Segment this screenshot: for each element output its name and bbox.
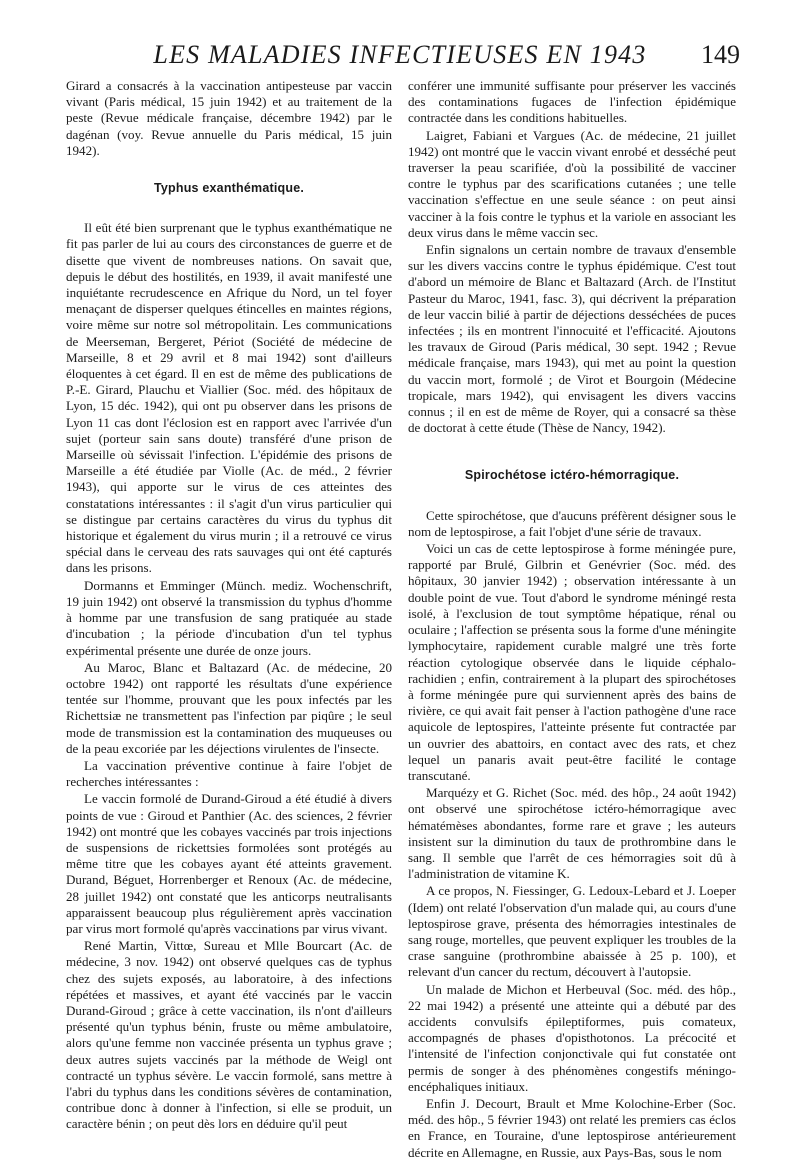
paragraph: La vaccination préventive continue à faire l'objet de recherches intéressantes : — [66, 757, 392, 790]
paragraph: Cette spirochétose, que d'aucuns préfèrent désigner sous le nom de leptospirose, a fait l'objet d'une série de travaux. — [408, 507, 736, 539]
paragraph: Le vaccin formolé de Durand-Giroud a été étudié à divers points de vue : Giroud et Panthier (Ac. des sciences, 2 février 1942) ont montré que les cobayes vaccinés par trois injections de suspensions de rickettsies formolées sont protégés au même titre que les cobayes ayant été atteints gravement. Durand, Béguet, Horrenberger et Renoux (Ac. de médecine, 28 juillet 1942) ont constaté que les anticorps neutralisants apparaissent beaucoup plus régulièrement après vaccination par virus mort formolé qu'après vaccinations par virus vivant. — [66, 791, 392, 936]
paragraph: Laigret, Fabiani et Vargues (Ac. de médecine, 21 juillet 1942) ont montré que le vaccin vivant enrobé et desséché peut traverser la peau scarifiée, d'où la possibilité de vacciner contre le typhus par des scarifications cutanées ; une telle vaccination s'effectue en une seule séance : on peut ainsi vacciner à la fois contre le typhus et la variole en associant les deux virus dans le même vaccin sec. — [408, 127, 736, 240]
right-column — [408, 78, 736, 1160]
paragraph: Marquézy et G. Richet (Soc. méd. des hôp., 24 août 1942) ont observé une spirochétose ictéro-hémorragique avec hématémèses abondantes, forme rare et grave ; les auteurs insistent sur la diminution du taux de prothrombine dans le sang. Il semble que l'arrêt de ces hémorragies soit dû à l'administration de vitamine K. — [408, 785, 736, 882]
paragraph: A ce propos, N. Fiessinger, G. Ledoux-Lebard et J. Loeper (Idem) ont relaté l'observation d'un malade qui, au cours d'une leptospirose grave, présenta des hémorragies intestinales de sang rouge, mortelles, que peuvent expliquer les troubles de la crase sanguine (prothrombine abaissée à 25 p. 100), et relevant d'un cancer du rectum, découvert à l'autopsie. — [408, 883, 736, 980]
paragraph: Un malade de Michon et Herbeuval (Soc. méd. des hôp., 22 mai 1942) a présenté une atteinte qui a débuté par des accidents convulsifs épileptiformes, puis comateux, accompagnés de phases d'opisthotonos. La précocité et l'intensité de l'infection conjonctivale qui fut constatée ont permis de songer à des phénomènes congestifs méningo-encéphaliques initiaux. — [408, 981, 736, 1094]
paragraph: Girard a consacrés à la vaccination antipesteuse par vaccin vivant (Paris médical, 15 juin 1942) et au traitement de la peste (Revue médicale française, décembre 1942) par le dagénan (voy. Revue annuelle du Paris médical, 15 juin 1942). — [66, 78, 392, 158]
paragraph: René Martin, Vittœ, Sureau et Mlle Bourcart (Ac. de médecine, 3 nov. 1942) ont observé quelques cas de typhus chez des sujets exposés, au laboratoire, à des infections répétées et massives, et ayant été vaccinés par le vaccin Durand-Giroud ; grâce à cette vaccination, ils n'ont d'ailleurs présenté qu'un typhus bénin, fruste ou même ambulatoire, alors qu'une femme non vaccinée présenta un typhus grave ; deux autres sujets vaccinés par la méthode de Weigl ont contracté un typhus sévère. Le vaccin formolé, sans mettre à l'abri du typhus dans les conditions sévères de contamination, contribue donc à donner à l'infection, si elle se produit, un caractère bénin ; on peut dès lors en déduire qu'il peut — [66, 938, 392, 1132]
paragraph: Au Maroc, Blanc et Baltazard (Ac. de médecine, 20 octobre 1942) ont rapporté les résultats d'une expérience tentée sur l'homme, prouvant que les poux infectés par les Richettsiæ ne transmettent pas l'infection par piqûre ; le seul mode de transmission est la contamination des muqueuses ou de la peau excoriée par les déjections virulentes de l'insecte. — [66, 659, 392, 756]
paragraph: Dormanns et Emminger (Münch. mediz. Wochenschrift, 19 juin 1942) ont observé la transmission du typhus d'homme à homme par une transfusion de sang pratiquée au stade d'incubation ; la période d'incubation d'un tel typhus expérimental présente une durée de onze jours. — [66, 577, 392, 658]
page-header — [60, 40, 740, 80]
paragraph: Voici un cas de cette leptospirose à forme méningée pure, rapporté par Brulé, Gilbrin et Genévrier (Soc. méd. des hôpitaux, 30 janvier 1942) ; observation intéressante à un double point de vue. Tout d'abord le syndrome méningé resta isolé, à l'exclusion de tout symptôme hépatique, rénal ou oculaire ; l'affection se présenta sous la forme d'une méningite lymphocytaire, rapidement curable malgré une très forte réaction cytologique observée dans le liquide céphalo-rachidien ; enfin, contrairement à la plupart des spirochétoses à forme méningée pure qui surviennent après des bains de rivière, ce qui avait fait penser à l'action pathogène d'une race aquicole de leptospires, l'atteinte présente fut contractée par un ouvrier des abattoirs, en contact avec des rats, et chez lequel un panaris avait peut-être facilité le contage transcutané. — [408, 541, 736, 783]
paragraph: Enfin J. Decourt, Brault et Mme Kolochine-Erber (Soc. méd. des hôp., 5 février 1943) ont relaté les premiers cas éclos en France, en Touraine, d'une leptospirose antérieurement décrite en Allemagne, en Russie, aux Pays-Bas, sous le nom — [408, 1095, 736, 1160]
running-title: LES MALADIES INFECTIEUSES EN 1943 — [153, 40, 647, 69]
section-heading-spirochetose: Spirochétose ictéro-hémorragique. — [464, 468, 680, 483]
paragraph: Enfin signalons un certain nombre de travaux d'ensemble sur les divers vaccins contre le typhus épidémique. C'est tout d'abord un mémoire de Blanc et Baltazard (Arch. de l'Institut Pasteur du Maroc, 1941, fasc. 3), qui décrivent la préparation de leur vaccin bilié à partir de déjections desséchées de puces infectées ; ils en montrent l'innocuité et l'efficacité. Ajoutons les travaux de Giroud (Paris médical, 30 sept. 1942 ; Revue médicale française, mars 1943), qui met au point la question du vaccin mort, formolé ; de Virot et Bourgoin (Médecine tropicale, mars 1942), qui envisagent les divers vaccins connus ; il en est de même de Royer, qui a consacré sa thèse de doctorat à cette étude (Thèse de Nancy, 1942). — [408, 242, 736, 436]
paragraph: Il eût été bien surprenant que le typhus exanthématique ne fit pas parler de lui au cours des circonstances de guerre et de disette que vivent de nombreuses nations. On savait que, depuis le début des hostilités, en 1939, il avait manifesté une inquiétante recrudescence en Afrique du Nord, un tel foyer menaçant de disperser quelques étincelles en maintes régions, voire même sur notre sol métropolitain. Les communications de Meerseman, Bergeret, Périot (Société de médecine de Marseille, 8 et 29 avril et 8 mai 1942) sont d'ailleurs éloquentes à cet égard. Il en est de même des publications de P.-E. Girard, Plauchu et Viallier (Soc. méd. des hôpitaux de Lyon, 15 déc. 1942), qui ont pu observer dans les prisons de Lyon 11 cas dont l'éclosion est en rapport avec l'arrivée d'un sujet (porteur sain sans doute) transféré d'une prison de Marseille où sévissait l'infection. L'épidémie des prisons de Marseille a été étudiée par Violle (Ac. de méd., 2 février 1943), qui apporte sur le virus de ces atteintes des constatations intéressantes : il s'agit d'un virus particulier qui se distingue par certains caractères du virus du typhus dit historique et également du virus murin ; il a retrouvé ce virus spécial dans le cerveau des rats sauvages qui ont été capturés dans les prisons. — [66, 220, 392, 576]
page-number: 149 — [701, 40, 740, 69]
section-heading-typhus: Typhus exanthématique. — [153, 181, 305, 196]
paragraph: conférer une immunité suffisante pour préserver les vaccinés des contaminations fugaces de l'infection épidémique contractée dans les conditions habituelles. — [408, 78, 736, 126]
left-column — [66, 78, 392, 1132]
